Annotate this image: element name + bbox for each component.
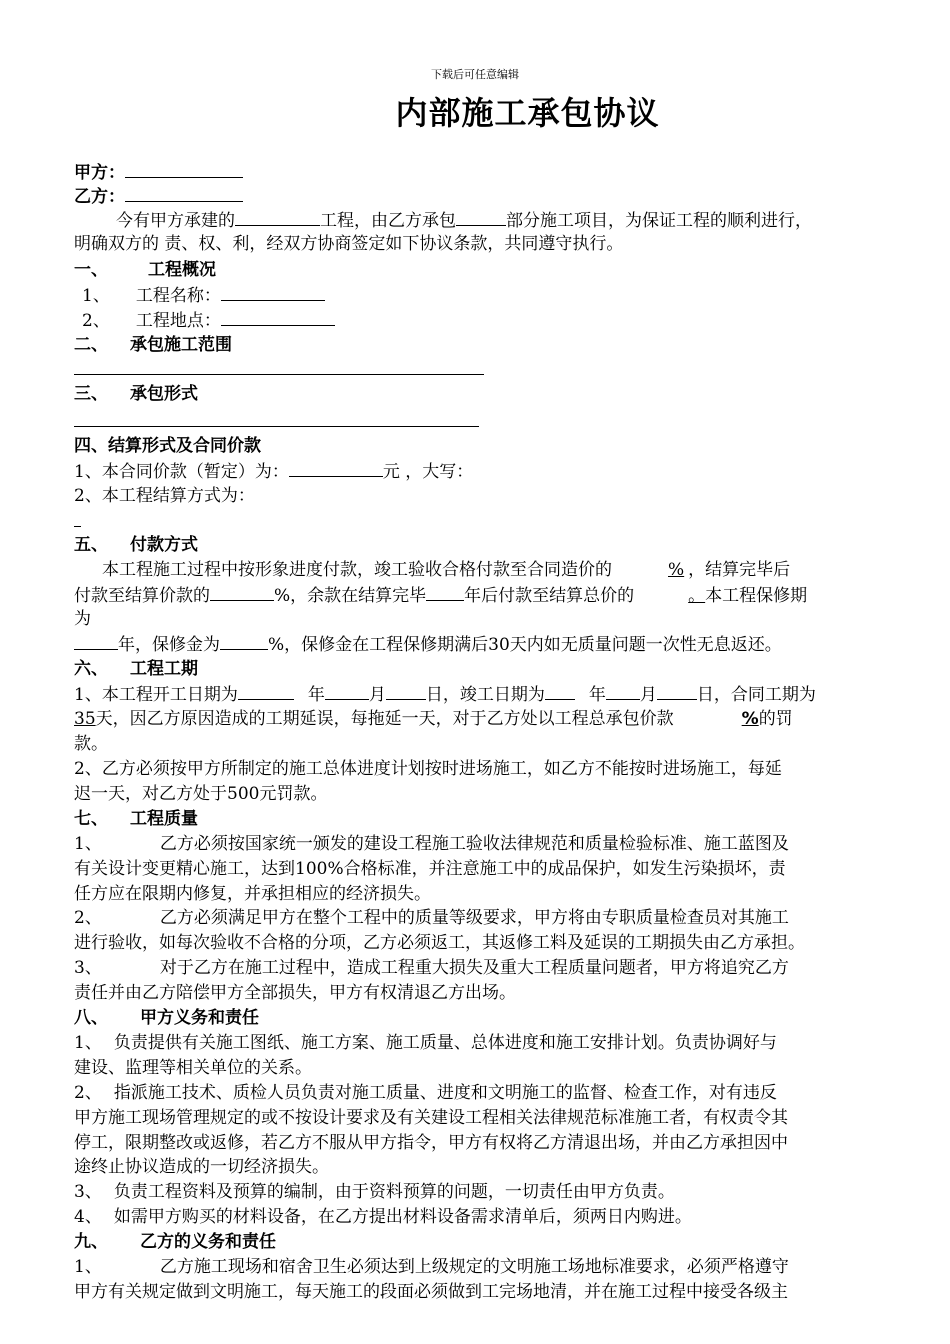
item-text: 年后付款至结算总价的 bbox=[464, 586, 635, 606]
item-text: 乙方必须按国家统一颁发的建设工程施工验收法律规范和质量检验标准、施工蓝图及 bbox=[159, 834, 789, 854]
party-b-line bbox=[74, 184, 243, 209]
item-text: 的罚 bbox=[758, 709, 793, 729]
s5-line-3: 为 bbox=[74, 609, 91, 629]
s5-line-1 bbox=[102, 558, 790, 582]
s5-line-2 bbox=[74, 583, 807, 608]
years-blank[interactable] bbox=[426, 583, 464, 601]
section-number: 七、 bbox=[74, 809, 108, 829]
s4-line-1 bbox=[74, 459, 473, 484]
s8-item-2-line-3: 停工，限期整改或返修，若乙方不服从甲方指令，甲方有权将乙方清退出场，并由乙方承担因中 bbox=[74, 1133, 788, 1153]
warranty-years-blank[interactable] bbox=[74, 632, 118, 650]
s8-item-4 bbox=[74, 1205, 692, 1229]
section-title: 工程概况 bbox=[148, 260, 216, 280]
retention-pct-blank[interactable] bbox=[220, 632, 268, 650]
s6-line-2 bbox=[74, 707, 793, 731]
s4-line-2: 2、本工程结算方式为： bbox=[74, 486, 255, 506]
item-text: 年，保修金为 bbox=[118, 635, 220, 655]
item-number: 1、 bbox=[82, 286, 110, 306]
item-text: %，保修金在工程保修期满后30天内如无质量问题一次性无息返还。 bbox=[268, 635, 782, 655]
item-text: %，余款在结算完毕 bbox=[274, 586, 427, 606]
item-number: 2、 bbox=[74, 1083, 102, 1103]
s7-item-3-line-1 bbox=[74, 956, 789, 980]
item-text: 负责提供有关施工图纸、施工方案、施工质量、总体进度和施工安排计划。负责协调好与 bbox=[113, 1033, 777, 1053]
s9-item-1-line-2: 甲方有关规定做到文明施工，每天施工的段面必须做到工完场地清，并在施工过程中接受各级主 bbox=[74, 1282, 788, 1302]
item-text: 如需甲方购买的材料设备，在乙方提出材料设备需求清单后，须两日内购进。 bbox=[113, 1207, 692, 1227]
section-title: 承包形式 bbox=[130, 384, 198, 404]
form-blank-line[interactable] bbox=[74, 426, 479, 427]
section-number: 八、 bbox=[74, 1008, 108, 1028]
s6-line-3: 款。 bbox=[74, 734, 108, 754]
item-text: 乙方施工现场和宿舍卫生必须达到上级规定的文明施工场地标准要求，必须严格遵守 bbox=[159, 1257, 789, 1277]
item-text: 天，因乙方原因造成的工期延误，每拖延一天，对于乙方处以工程总承包价款 bbox=[95, 709, 674, 729]
s8-item-3 bbox=[74, 1180, 675, 1204]
s5-line-4 bbox=[74, 632, 782, 657]
total-pct-blank[interactable]: 。 bbox=[688, 586, 706, 606]
item-number: 2、 bbox=[74, 908, 102, 928]
project-name-field[interactable] bbox=[221, 283, 325, 301]
section-3-heading bbox=[74, 382, 198, 406]
item-number: 3、 bbox=[74, 958, 102, 978]
party-b-label: 乙方： bbox=[74, 187, 125, 207]
item-text: 乙方必须满足甲方在整个工程中的质量等级要求，甲方将由专职质量检查员对其施工 bbox=[159, 908, 789, 928]
section-number: 九、 bbox=[74, 1232, 108, 1252]
item-text: 本工程保修期 bbox=[705, 586, 808, 606]
s7-item-1-line-1 bbox=[74, 832, 789, 856]
scope-blank[interactable] bbox=[456, 208, 506, 226]
section-title: 甲方义务和责任 bbox=[140, 1008, 259, 1028]
s7-item-1-line-3: 任方应在限期内修复，并承担相应的经济损失。 bbox=[74, 884, 431, 904]
s1-item-1 bbox=[82, 283, 325, 308]
party-a-blank[interactable] bbox=[125, 160, 243, 178]
item-text: 负责工程资料及预算的编制，由于资料预算的问题，一切责任由甲方负责。 bbox=[113, 1182, 675, 1202]
item-text: ，结算完毕后 bbox=[688, 560, 791, 580]
payment-pct-blank[interactable]: % bbox=[668, 560, 685, 580]
intro-line-2: 明确双方的 责、权、利，经双方协商签定如下协议条款，共同遵守执行。 bbox=[74, 234, 624, 254]
s7-item-3-line-2: 责任并由乙方陪偿甲方全部损失，甲方有权清退乙方出场。 bbox=[74, 983, 516, 1003]
section-6-heading bbox=[74, 657, 198, 681]
start-day-blank[interactable] bbox=[386, 682, 426, 700]
start-year-blank[interactable] bbox=[238, 682, 294, 700]
section-number: 六、 bbox=[74, 659, 108, 679]
section-title: 乙方的义务和责任 bbox=[140, 1232, 276, 1252]
s7-item-1-line-2: 有关设计变更精心施工，达到100%合格标准，并注意施工中的成品保护，如发生污染损坏，责 bbox=[74, 859, 786, 879]
item-number: 3、 bbox=[74, 1182, 102, 1202]
item-text: 1、本工程开工日期为 bbox=[74, 685, 238, 705]
project-name-blank[interactable] bbox=[235, 208, 320, 226]
item-text: 本工程施工过程中按形象进度付款，竣工验收合格付款至合同造价的 bbox=[102, 560, 612, 580]
section-number: 一、 bbox=[74, 260, 108, 280]
item-number: 1、 bbox=[74, 1033, 102, 1053]
end-year-blank[interactable] bbox=[545, 682, 575, 700]
item-text: 元 ，大写： bbox=[382, 462, 474, 482]
project-location-field[interactable] bbox=[221, 308, 335, 326]
item-number: 4、 bbox=[74, 1207, 102, 1227]
start-month-blank[interactable] bbox=[325, 682, 369, 700]
s7-item-2-line-2: 进行验收，如每次验收不合格的分项，乙方必须返工，其返修工料及延误的工期损失由乙方承担。 bbox=[74, 933, 805, 953]
item-number: 2、 bbox=[82, 311, 110, 331]
item-text: 指派施工技术、质检人员负责对施工质量、进度和文明施工的监督、检查工作，对有违反 bbox=[113, 1083, 777, 1103]
section-1-heading bbox=[74, 258, 216, 282]
intro-line-1 bbox=[116, 208, 812, 233]
section-7-heading bbox=[74, 807, 198, 831]
section-title: 工程工期 bbox=[130, 659, 198, 679]
end-day-blank[interactable] bbox=[657, 682, 697, 700]
intro-text: 工程，由乙方承包 bbox=[320, 211, 456, 231]
s7-item-2-line-1 bbox=[74, 906, 789, 930]
settlement-pct-blank[interactable] bbox=[210, 583, 274, 601]
item-text: 1、本合同价款（暂定）为： bbox=[74, 462, 289, 482]
s8-item-2-line-4: 途终止协议造成的一切经济损失。 bbox=[74, 1157, 329, 1177]
party-b-blank[interactable] bbox=[125, 184, 243, 202]
section-title: 付款方式 bbox=[130, 535, 198, 555]
item-text: 对于乙方在施工过程中，造成工程重大损失及重大工程质量问题者，甲方将追究乙方 bbox=[159, 958, 789, 978]
duration-value[interactable]: 35 bbox=[74, 709, 96, 729]
item-text: 工程名称： bbox=[135, 286, 221, 306]
section-number: 二、 bbox=[74, 335, 108, 355]
section-2-heading bbox=[74, 333, 232, 357]
section-number: 三、 bbox=[74, 384, 108, 404]
s8-item-1-line-1 bbox=[74, 1031, 777, 1055]
section-number: 五、 bbox=[74, 535, 108, 555]
party-a-line bbox=[74, 160, 243, 185]
item-number: 1、 bbox=[74, 1257, 102, 1277]
section-8-heading bbox=[74, 1006, 259, 1030]
section-9-heading bbox=[74, 1230, 276, 1254]
contract-price-blank[interactable] bbox=[289, 459, 383, 477]
item-number: 1、 bbox=[74, 834, 102, 854]
intro-text: 今有甲方承建的 bbox=[116, 211, 235, 231]
intro-text: 部分施工项目，为保证工程的顺利进行， bbox=[506, 211, 812, 231]
s6-line-4: 2、乙方必须按甲方所制定的施工总体进度计划按时进场施工，如乙方不能按时进场施工，每延 bbox=[74, 759, 782, 779]
scope-blank-line[interactable] bbox=[74, 374, 484, 375]
end-month-blank[interactable] bbox=[606, 682, 640, 700]
s8-item-1-line-2: 建设、监理等相关单位的关系。 bbox=[74, 1058, 312, 1078]
section-title: 工程质量 bbox=[130, 809, 198, 829]
item-text: 付款至结算价款的 bbox=[74, 586, 210, 606]
header-note: 下载后可任意编辑 bbox=[431, 68, 519, 81]
s6-line-5: 迟一天，对乙方处于500元罚款。 bbox=[74, 784, 328, 804]
section-4-heading: 四、结算形式及合同价款 bbox=[74, 436, 261, 456]
penalty-pct-blank[interactable]: % bbox=[741, 709, 759, 729]
s8-item-2-line-2: 甲方施工现场管理规定的或不按设计要求及有关建设工程相关法律规范标准施工者，有权责令其 bbox=[74, 1108, 788, 1128]
s6-line-1: 1、本工程开工日期为 年 月 日，竣工日期为 年 月 日，合同工期为 bbox=[74, 682, 816, 707]
section-title: 承包施工范围 bbox=[130, 335, 232, 355]
settlement-blank-line[interactable] bbox=[74, 526, 81, 527]
page-title: 内部施工承包协议 bbox=[395, 94, 660, 132]
s8-item-2-line-1 bbox=[74, 1081, 777, 1105]
item-text: 工程地点： bbox=[135, 311, 221, 331]
party-a-label: 甲方： bbox=[74, 163, 125, 183]
s9-item-1-line-1 bbox=[74, 1255, 789, 1279]
section-5-heading bbox=[74, 533, 198, 557]
s1-item-2 bbox=[82, 308, 335, 333]
